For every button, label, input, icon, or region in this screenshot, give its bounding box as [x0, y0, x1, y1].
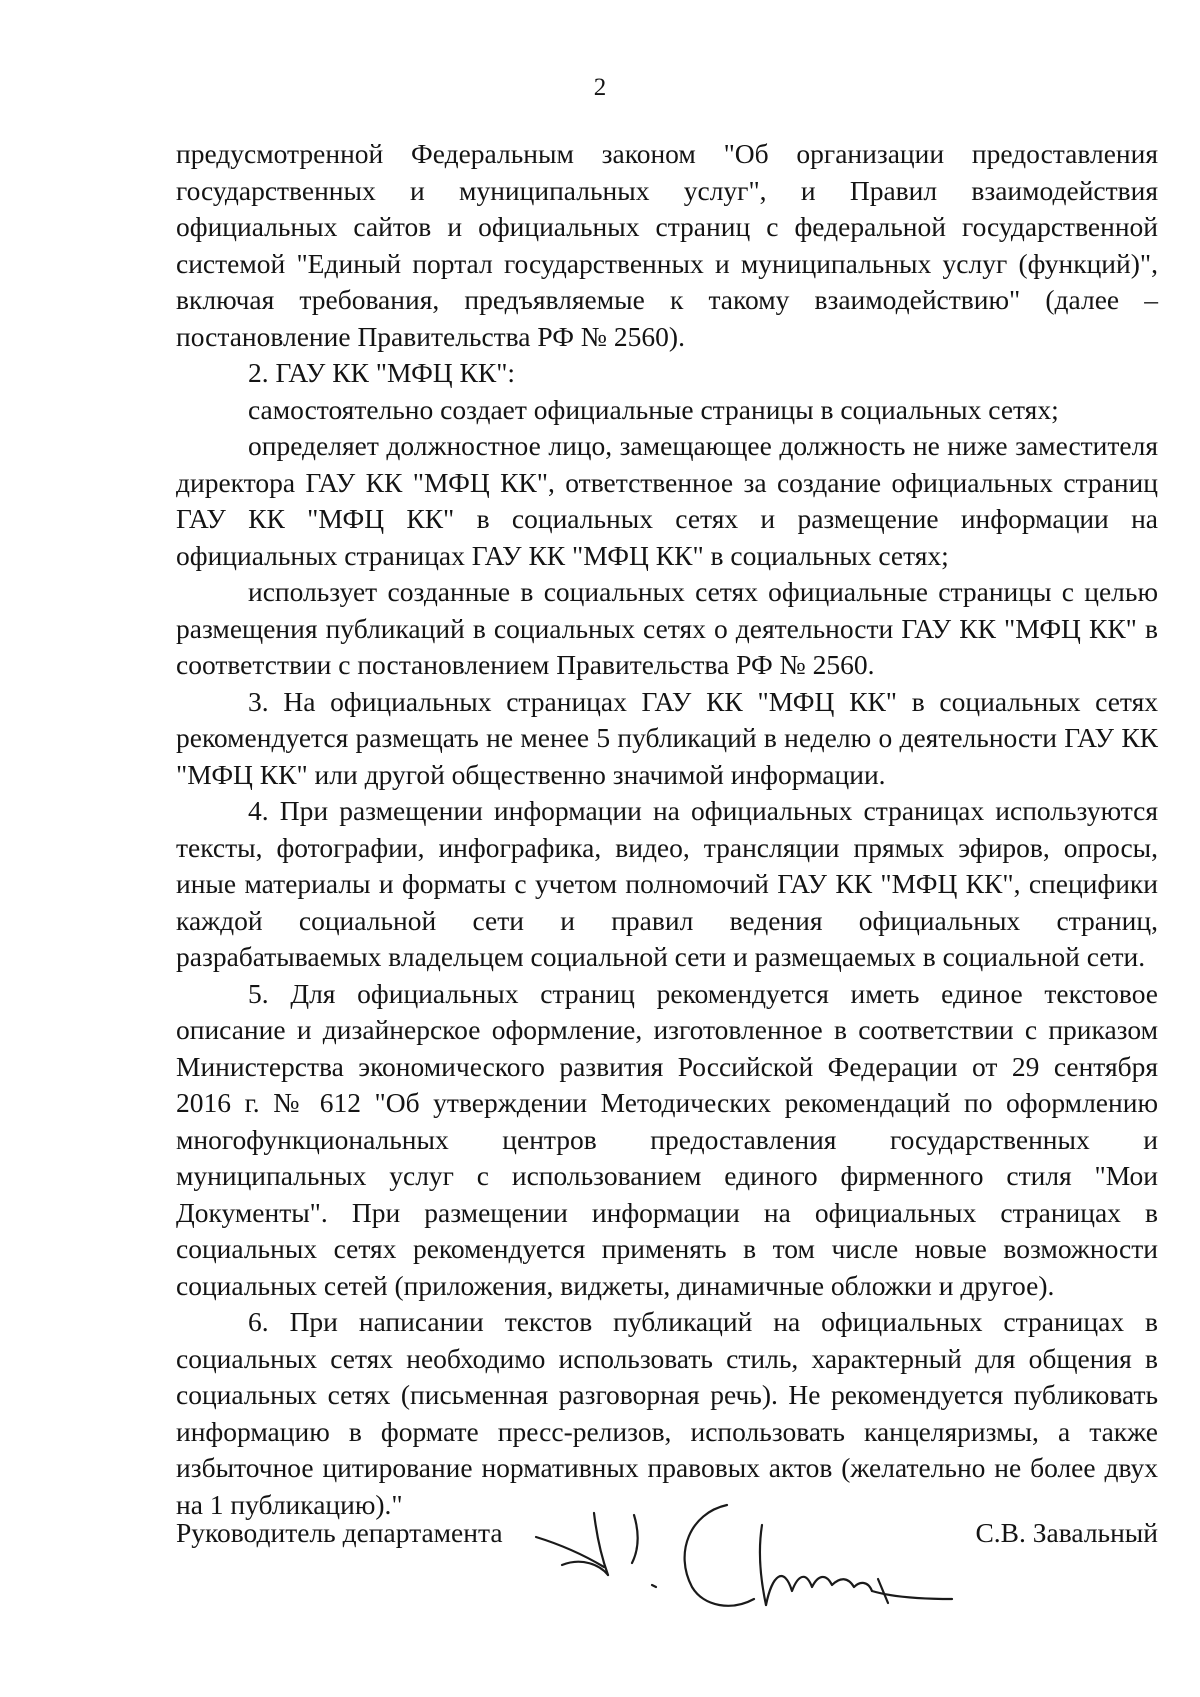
- paragraph-5: использует созданные в социальных сетях официальные страницы с целью размещения публикаций в социальных сетях о деятельности ГАУ КК "МФЦ КК" в соответствии с постановлением Правительства РФ № 2560.: [176, 576, 1158, 680]
- paragraph-9: 6. При написании текстов публикаций на официальных страницах в социальных сетях необходимо использовать стиль, характерный для общения в социальных сетях (письменная разговорная речь). Не рекомендуется публиковать информацию в формате пресс-релизов, использовать канцеляризмы, а также избыточное цитирование нормативных правовых актов (желательно не более двух на 1 публикацию).": [176, 1306, 1158, 1520]
- paragraph-8: 5. Для официальных страниц рекомендуется иметь единое текстовое описание и дизайнерское оформление, изготовленное в соответствии с приказом Министерства экономического развития Российской Федерации от 29 сентября 2016 г. № 612 "Об утверждении Методических рекомендаций по оформлению многофункциональных центров предоставления государственных и муниципальных услуг с использованием единого фирменного стиля "Мои Документы". При размещении информации на официальных страницах в социальных сетях рекомендуется применять в том числе новые возможности социальных сетей (приложения, виджеты, динамичные обложки и другое).: [176, 977, 1158, 1301]
- paragraph-4: определяет должностное лицо, замещающее должность не ниже заместителя директора ГАУ КК "МФЦ КК", ответственное за создание официальных страниц ГАУ КК "МФЦ КК" в социальных сетях и размещение информации на официальных страницах ГАУ КК "МФЦ КК" в социальных сетях;: [176, 430, 1158, 571]
- paragraph-2: 2. ГАУ КК "МФЦ КК":: [248, 357, 516, 388]
- paragraph-6: 3. На официальных страницах ГАУ КК "МФЦ КК" в социальных сетях рекомендуется размещать не менее 5 публикаций в неделю о деятельности ГАУ КК "МФЦ КК" или другой общественно значимой информации.: [176, 685, 1158, 790]
- paragraph-3: самостоятельно создает официальные страницы в социальных сетях;: [248, 393, 1059, 425]
- signatory-name: С.В. Завальный: [975, 1517, 1158, 1548]
- paragraph-1: предусмотренной Федеральным законом "Об организации предоставления государственных и муниципальных услуг", и Правил взаимодействия официальных сайтов и официальных страниц с федеральной государственной системой "Единый портал государственных и муниципальных услуг (функций)", включая требования, предъявляемые к такому взаимодействию" (далее – постановление Правительства РФ № 2560).: [176, 138, 1158, 352]
- paragraph-7: 4. При размещении информации на официальных страницах используются тексты, фотографии, инфографика, видео, трансляции прямых эфиров, опросы, иные материалы и форматы с учетом полномочий ГАУ КК "МФЦ КК", специфики каждой социальной сети и правил ведения официальных страниц, разрабатываемых владельцем социальной сети и размещаемых в социальной сети.: [176, 795, 1158, 972]
- signatory-title: Руководитель департамента: [176, 1517, 503, 1548]
- handwritten-signature: [522, 1495, 982, 1625]
- page-number: 2: [593, 74, 607, 101]
- document-body: [176, 136, 1158, 1523]
- signature-block: [176, 1495, 1158, 1625]
